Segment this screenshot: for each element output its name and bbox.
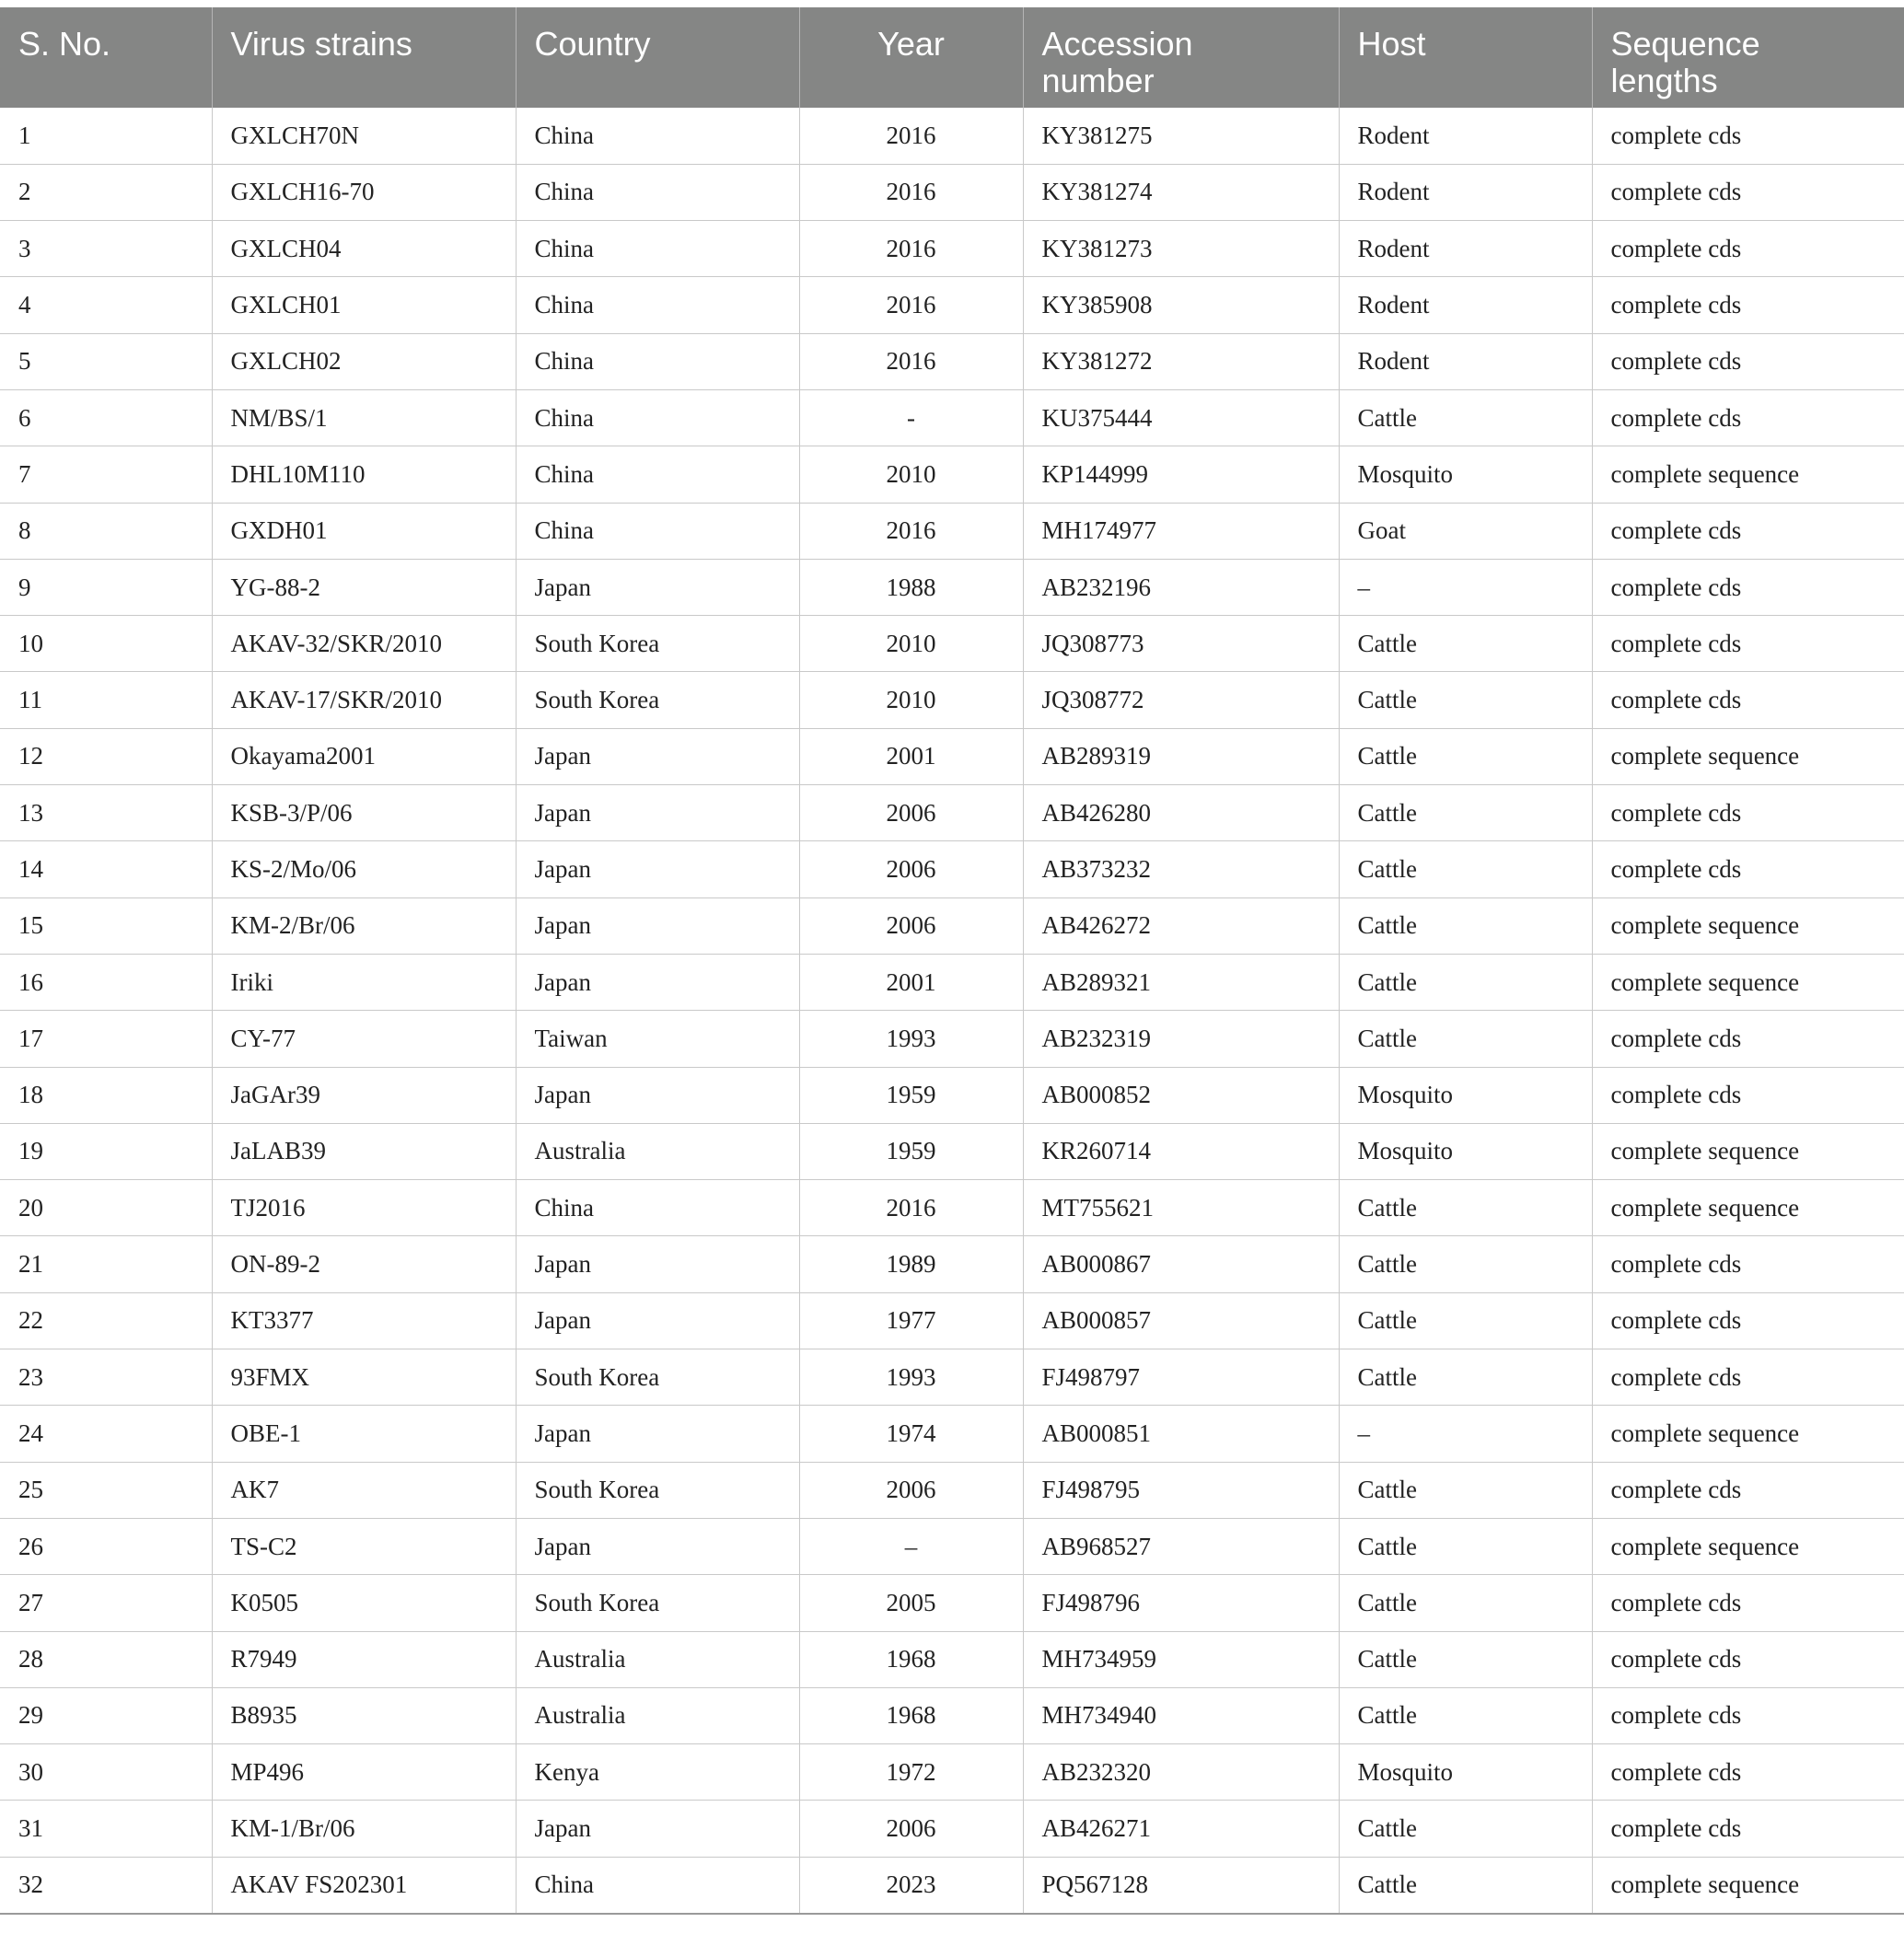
table-row [0,1631,1904,1687]
cell-host: Cattle [1339,898,1592,954]
cell-sno: 8 [0,503,212,559]
cell-year: 1989 [799,1236,1023,1292]
cell-year: 2001 [799,954,1023,1010]
cell-accession-number: FJ498797 [1023,1349,1339,1406]
cell-accession-number: KP144999 [1023,446,1339,503]
cell-host: Cattle [1339,1857,1592,1913]
cell-host: Goat [1339,503,1592,559]
cell-sno: 17 [0,1011,212,1067]
cell-sno: 14 [0,841,212,898]
cell-sequence-length: complete cds [1592,1744,1904,1801]
cell-host: Rodent [1339,108,1592,164]
header-row [0,7,1904,108]
cell-country: South Korea [516,1575,799,1631]
table-row [0,389,1904,446]
cell-accession-number: KY381272 [1023,333,1339,389]
cell-accession-number: MH734959 [1023,1631,1339,1687]
cell-accession-number: AB232319 [1023,1011,1339,1067]
cell-sequence-length: complete sequence [1592,1123,1904,1179]
cell-host: Cattle [1339,1462,1592,1518]
cell-host: Rodent [1339,277,1592,333]
cell-country: Japan [516,954,799,1010]
cell-accession-number: AB232320 [1023,1744,1339,1801]
cell-host: Cattle [1339,1236,1592,1292]
cell-sequence-length: complete cds [1592,785,1904,841]
table-row [0,1123,1904,1179]
table-row [0,164,1904,220]
cell-sequence-length: complete cds [1592,1687,1904,1743]
cell-sno: 25 [0,1462,212,1518]
cell-accession-number: KY381274 [1023,164,1339,220]
cell-year: 1968 [799,1631,1023,1687]
cell-sequence-length: complete cds [1592,841,1904,898]
header-accession-line1: Accession [1041,25,1193,63]
cell-virus-strain: GXDH01 [212,503,516,559]
cell-accession-number: AB000857 [1023,1292,1339,1349]
cell-virus-strain: GXLCH02 [212,333,516,389]
cell-sno: 24 [0,1406,212,1462]
cell-sequence-length: complete cds [1592,559,1904,615]
table-row [0,333,1904,389]
cell-accession-number: MT755621 [1023,1180,1339,1236]
table-row [0,954,1904,1010]
cell-country: China [516,389,799,446]
table-row [0,616,1904,672]
cell-host: Cattle [1339,841,1592,898]
cell-sequence-length: complete cds [1592,1575,1904,1631]
cell-virus-strain: KM-2/Br/06 [212,898,516,954]
cell-sequence-length: complete cds [1592,1462,1904,1518]
cell-sno: 31 [0,1801,212,1857]
cell-country: Australia [516,1123,799,1179]
cell-country: China [516,333,799,389]
cell-accession-number: AB232196 [1023,559,1339,615]
cell-sno: 21 [0,1236,212,1292]
cell-year: - [799,389,1023,446]
cell-country: Japan [516,1236,799,1292]
cell-sequence-length: complete cds [1592,333,1904,389]
cell-host: Cattle [1339,1180,1592,1236]
cell-host: Rodent [1339,221,1592,277]
table-row [0,1857,1904,1913]
cell-accession-number: KR260714 [1023,1123,1339,1179]
table-row [0,446,1904,503]
cell-virus-strain: OBE-1 [212,1406,516,1462]
cell-virus-strain: GXLCH01 [212,277,516,333]
cell-virus-strain: MP496 [212,1744,516,1801]
cell-country: Japan [516,559,799,615]
header-country: Country [516,7,799,108]
cell-sno: 13 [0,785,212,841]
cell-country: Japan [516,1406,799,1462]
cell-sequence-length: complete cds [1592,616,1904,672]
cell-sequence-length: complete sequence [1592,728,1904,784]
cell-host: Cattle [1339,785,1592,841]
cell-sno: 18 [0,1067,212,1123]
cell-sno: 20 [0,1180,212,1236]
cell-accession-number: AB968527 [1023,1518,1339,1574]
cell-host: – [1339,559,1592,615]
cell-sequence-length: complete cds [1592,1011,1904,1067]
table-row [0,898,1904,954]
cell-accession-number: FJ498796 [1023,1575,1339,1631]
cell-virus-strain: KSB-3/P/06 [212,785,516,841]
cell-host: Rodent [1339,164,1592,220]
table-row [0,1575,1904,1631]
cell-country: Japan [516,898,799,954]
cell-year: 1988 [799,559,1023,615]
cell-virus-strain: TJ2016 [212,1180,516,1236]
cell-sequence-length: complete sequence [1592,898,1904,954]
cell-virus-strain: ON-89-2 [212,1236,516,1292]
cell-sno: 9 [0,559,212,615]
cell-virus-strain: NM/BS/1 [212,389,516,446]
cell-accession-number: JQ308772 [1023,672,1339,728]
cell-sequence-length: complete sequence [1592,1406,1904,1462]
cell-host: Mosquito [1339,1067,1592,1123]
header-year: Year [799,7,1023,108]
cell-year: 2010 [799,672,1023,728]
cell-country: China [516,221,799,277]
cell-sequence-length: complete sequence [1592,446,1904,503]
cell-sequence-length: complete sequence [1592,954,1904,1010]
cell-year: 1959 [799,1067,1023,1123]
cell-sno: 26 [0,1518,212,1574]
cell-sno: 32 [0,1857,212,1913]
cell-sequence-length: complete cds [1592,1801,1904,1857]
table-row [0,1518,1904,1574]
cell-virus-strain: GXLCH70N [212,108,516,164]
cell-sno: 19 [0,1123,212,1179]
cell-country: China [516,164,799,220]
cell-year: 2016 [799,333,1023,389]
cell-sequence-length: complete cds [1592,1349,1904,1406]
cell-virus-strain: K0505 [212,1575,516,1631]
cell-host: Mosquito [1339,446,1592,503]
cell-virus-strain: CY-77 [212,1011,516,1067]
table-row [0,1180,1904,1236]
table-row [0,1011,1904,1067]
cell-virus-strain: YG-88-2 [212,559,516,615]
cell-virus-strain: AKAV-32/SKR/2010 [212,616,516,672]
cell-year: 1972 [799,1744,1023,1801]
cell-country: Japan [516,1518,799,1574]
cell-sequence-length: complete cds [1592,503,1904,559]
cell-year: 1968 [799,1687,1023,1743]
table-row [0,1349,1904,1406]
table-row [0,108,1904,164]
cell-year: 2006 [799,898,1023,954]
cell-sno: 5 [0,333,212,389]
cell-country: Japan [516,1292,799,1349]
cell-year: 2010 [799,446,1023,503]
cell-virus-strain: KM-1/Br/06 [212,1801,516,1857]
header-accession-line2: number [1041,62,1155,99]
cell-year: 1977 [799,1292,1023,1349]
cell-year: 1993 [799,1349,1023,1406]
table-row [0,1687,1904,1743]
cell-sno: 29 [0,1687,212,1743]
cell-host: Cattle [1339,1011,1592,1067]
cell-host: Cattle [1339,389,1592,446]
cell-country: Japan [516,1067,799,1123]
cell-accession-number: AB000867 [1023,1236,1339,1292]
cell-host: Cattle [1339,954,1592,1010]
cell-year: 2005 [799,1575,1023,1631]
cell-year: 2006 [799,841,1023,898]
cell-accession-number: AB000851 [1023,1406,1339,1462]
cell-year: 2010 [799,616,1023,672]
cell-country: Australia [516,1631,799,1687]
table-row [0,728,1904,784]
header-accession-number [1023,7,1339,108]
cell-year: – [799,1518,1023,1574]
cell-sno: 30 [0,1744,212,1801]
table-row [0,1801,1904,1857]
cell-host: Cattle [1339,1575,1592,1631]
cell-sno: 10 [0,616,212,672]
cell-country: China [516,277,799,333]
cell-virus-strain: Okayama2001 [212,728,516,784]
cell-sequence-length: complete cds [1592,1292,1904,1349]
cell-sequence-length: complete cds [1592,1067,1904,1123]
cell-virus-strain: TS-C2 [212,1518,516,1574]
cell-year: 2006 [799,1462,1023,1518]
cell-virus-strain: 93FMX [212,1349,516,1406]
cell-virus-strain: JaLAB39 [212,1123,516,1179]
cell-host: Cattle [1339,1687,1592,1743]
header-sequence-lengths [1592,7,1904,108]
cell-country: China [516,1857,799,1913]
cell-sequence-length: complete cds [1592,672,1904,728]
cell-host: Cattle [1339,1631,1592,1687]
cell-year: 1974 [799,1406,1023,1462]
table-row [0,1462,1904,1518]
table-row [0,785,1904,841]
cell-host: Cattle [1339,616,1592,672]
cell-year: 1993 [799,1011,1023,1067]
cell-sno: 11 [0,672,212,728]
cell-virus-strain: DHL10M110 [212,446,516,503]
cell-country: Australia [516,1687,799,1743]
cell-year: 2016 [799,108,1023,164]
table-row [0,1744,1904,1801]
cell-sno: 7 [0,446,212,503]
cell-country: Japan [516,841,799,898]
cell-sequence-length: complete cds [1592,221,1904,277]
cell-year: 2016 [799,277,1023,333]
cell-sequence-length: complete cds [1592,164,1904,220]
cell-sno: 23 [0,1349,212,1406]
cell-virus-strain: R7949 [212,1631,516,1687]
cell-accession-number: AB373232 [1023,841,1339,898]
cell-country: China [516,503,799,559]
cell-host: Rodent [1339,333,1592,389]
table-header [0,7,1904,108]
cell-virus-strain: GXLCH04 [212,221,516,277]
cell-host: Mosquito [1339,1123,1592,1179]
cell-sno: 12 [0,728,212,784]
cell-sequence-length: complete cds [1592,277,1904,333]
cell-sequence-length: complete sequence [1592,1857,1904,1913]
cell-sno: 22 [0,1292,212,1349]
cell-country: Japan [516,1801,799,1857]
cell-country: South Korea [516,672,799,728]
cell-host: Cattle [1339,1518,1592,1574]
cell-country: China [516,108,799,164]
cell-virus-strain: B8935 [212,1687,516,1743]
cell-sno: 4 [0,277,212,333]
cell-host: Cattle [1339,728,1592,784]
table-row [0,221,1904,277]
cell-host: Cattle [1339,1801,1592,1857]
cell-sequence-length: complete sequence [1592,1518,1904,1574]
cell-accession-number: KY381275 [1023,108,1339,164]
table-row [0,277,1904,333]
table-row [0,1236,1904,1292]
cell-accession-number: AB426272 [1023,898,1339,954]
cell-sequence-length: complete cds [1592,1236,1904,1292]
cell-virus-strain: AKAV FS202301 [212,1857,516,1913]
cell-host: – [1339,1406,1592,1462]
cell-host: Cattle [1339,1349,1592,1406]
cell-sno: 28 [0,1631,212,1687]
cell-host: Cattle [1339,672,1592,728]
cell-year: 2016 [799,221,1023,277]
cell-host: Mosquito [1339,1744,1592,1801]
cell-year: 2006 [799,1801,1023,1857]
cell-sequence-length: complete sequence [1592,1180,1904,1236]
cell-country: South Korea [516,1462,799,1518]
cell-accession-number: KY385908 [1023,277,1339,333]
table-row [0,1406,1904,1462]
header-host: Host [1339,7,1592,108]
header-virus-strains: Virus strains [212,7,516,108]
cell-year: 2023 [799,1857,1023,1913]
table-row [0,672,1904,728]
header-sno: S. No. [18,25,111,63]
cell-sno: 16 [0,954,212,1010]
table-body [0,108,1904,1914]
cell-country: South Korea [516,1349,799,1406]
cell-virus-strain: KT3377 [212,1292,516,1349]
cell-accession-number: FJ498795 [1023,1462,1339,1518]
cell-year: 1959 [799,1123,1023,1179]
cell-sno: 2 [0,164,212,220]
cell-accession-number: AB289321 [1023,954,1339,1010]
cell-accession-number: KU375444 [1023,389,1339,446]
header-seq-line1: Sequence [1610,25,1760,63]
cell-year: 2016 [799,503,1023,559]
cell-virus-strain: KS-2/Mo/06 [212,841,516,898]
table-row [0,559,1904,615]
cell-sno: 1 [0,108,212,164]
cell-accession-number: JQ308773 [1023,616,1339,672]
cell-year: 2001 [799,728,1023,784]
virus-strain-table-container [0,7,1904,1915]
cell-virus-strain: AK7 [212,1462,516,1518]
cell-accession-number: AB000852 [1023,1067,1339,1123]
cell-country: Kenya [516,1744,799,1801]
cell-sequence-length: complete cds [1592,389,1904,446]
cell-country: Taiwan [516,1011,799,1067]
cell-virus-strain: JaGAr39 [212,1067,516,1123]
table-row [0,1067,1904,1123]
table-row [0,841,1904,898]
cell-year: 2016 [799,164,1023,220]
cell-virus-strain: GXLCH16-70 [212,164,516,220]
cell-country: Japan [516,728,799,784]
cell-accession-number: AB426280 [1023,785,1339,841]
cell-country: China [516,1180,799,1236]
cell-accession-number: PQ567128 [1023,1857,1339,1913]
cell-accession-number: KY381273 [1023,221,1339,277]
cell-virus-strain: Iriki [212,954,516,1010]
cell-country: South Korea [516,616,799,672]
cell-sno: 15 [0,898,212,954]
header-seq-line2: lengths [1610,62,1718,99]
cell-sequence-length: complete cds [1592,108,1904,164]
cell-host: Cattle [1339,1292,1592,1349]
cell-accession-number: MH174977 [1023,503,1339,559]
cell-sequence-length: complete cds [1592,1631,1904,1687]
cell-year: 2006 [799,785,1023,841]
cell-accession-number: AB426271 [1023,1801,1339,1857]
cell-sno: 27 [0,1575,212,1631]
cell-year: 2016 [799,1180,1023,1236]
table-row [0,1292,1904,1349]
virus-strain-table [0,7,1904,1915]
cell-country: China [516,446,799,503]
cell-accession-number: AB289319 [1023,728,1339,784]
cell-sno: 6 [0,389,212,446]
cell-accession-number: MH734940 [1023,1687,1339,1743]
cell-virus-strain: AKAV-17/SKR/2010 [212,672,516,728]
cell-sno: 3 [0,221,212,277]
table-row [0,503,1904,559]
cell-country: Japan [516,785,799,841]
